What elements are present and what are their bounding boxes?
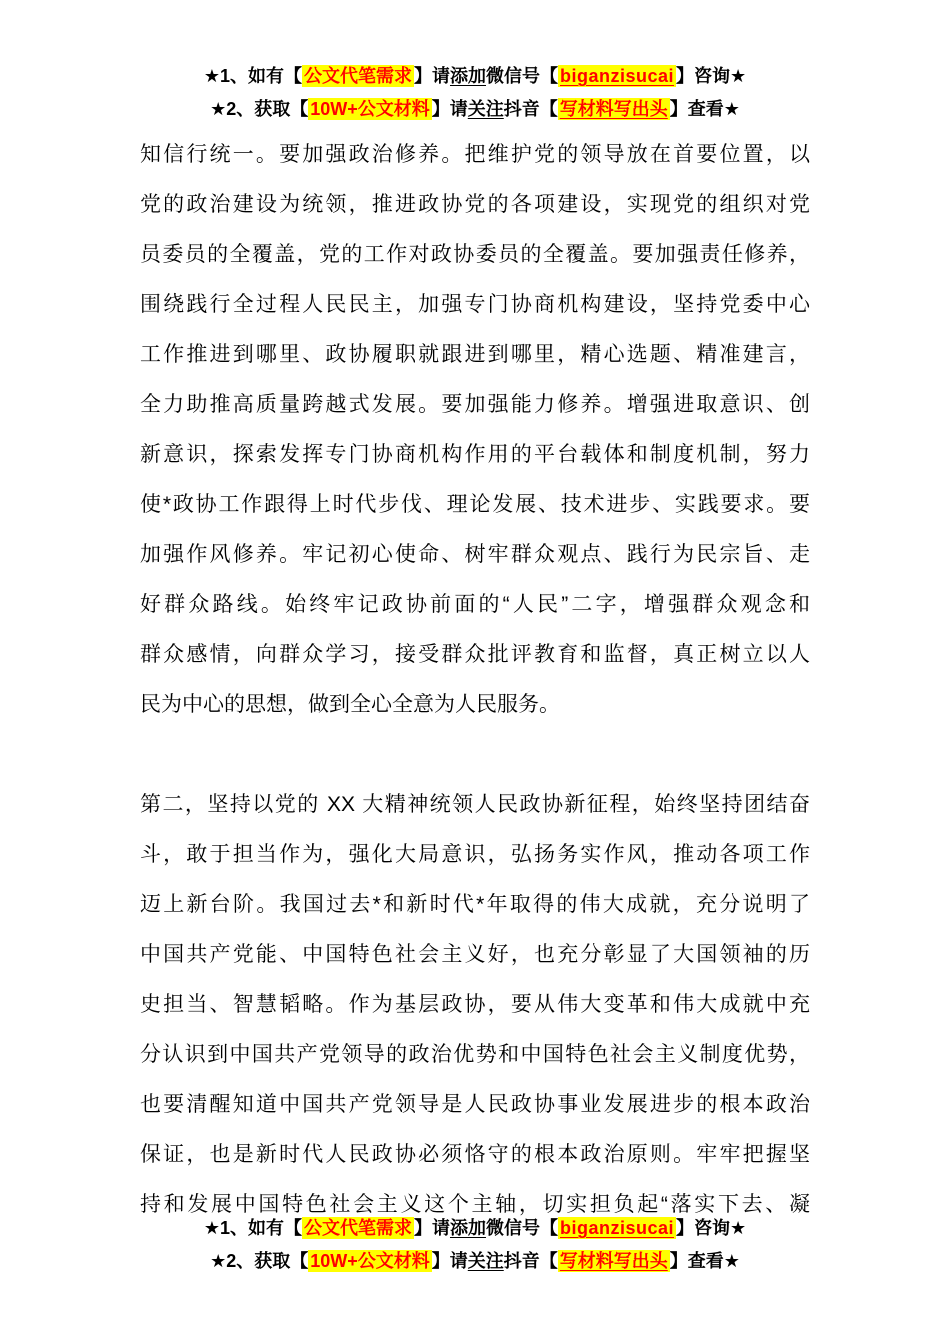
text-line: 迈上新台阶。我国过去*和新时代*年取得的伟大成就，充分说明了: [140, 893, 810, 916]
text-line: 围绕践行全过程人民民主，加强专门协商机构建设，坚持党委中心: [140, 293, 810, 316]
promo-mid: 】请: [431, 1251, 468, 1271]
promo-mid: 】请: [431, 99, 468, 119]
paragraph-2: [140, 780, 810, 1230]
text-line: 分认识到中国共产党领导的政治优势和中国特色社会主义制度优势，: [140, 1043, 810, 1066]
promo-mid: 微信号【: [485, 66, 558, 86]
text-line: 民为中心的思想，做到全心全意为人民服务。: [140, 693, 560, 716]
text-line: 党的政治建设为统领，推进政协党的各项建设，实现党的组织对党: [140, 193, 810, 216]
text-line: 使*政协工作跟得上时代步伐、理论发展、技术进步、实践要求。要: [140, 493, 810, 516]
highlighted-offer-text: 10W+公文材料: [310, 99, 430, 119]
promo-suffix: 】查看★: [669, 1251, 740, 1271]
text-line: 新意识，探索发挥专门协商机构作用的平台载体和制度机制，努力: [140, 443, 810, 466]
underlined-follow-text: 关注: [467, 1251, 504, 1271]
douyin-name-highlight: 写材料写出头: [559, 1251, 668, 1271]
promo-footer: [0, 1212, 950, 1278]
text-line: 也要清醒知道中国共产党领导是人民政协事业发展进步的根本政治: [140, 1093, 810, 1116]
promo-suffix: 】咨询★: [676, 66, 747, 86]
promo-suffix: 】咨询★: [676, 1218, 747, 1238]
promo-mid: 】请: [413, 66, 450, 86]
document-body: [140, 130, 810, 1230]
text-line: 斗，敢于担当作为，强化大局意识，弘扬务实作风，推动各项工作: [140, 843, 810, 866]
douyin-name-highlight: 写材料写出头: [559, 99, 668, 119]
promo-mid: 微信号【: [485, 1218, 558, 1238]
promo-suffix: 】查看★: [669, 99, 740, 119]
promo-prefix: ★1、如有【: [203, 66, 302, 86]
text-line: 员委员的全覆盖，党的工作对政协委员的全覆盖。要加强责任修养，: [140, 243, 810, 266]
text-line: 加强作风修养。牢记初心使命、树牢群众观点、践行为民宗旨、走: [140, 543, 810, 566]
text-line: 知信行统一。要加强政治修养。把维护党的领导放在首要位置，以: [140, 143, 810, 166]
promo-prefix: ★2、获取【: [210, 99, 309, 119]
promo-header-line-2: [0, 93, 950, 126]
paragraph-1: [140, 130, 810, 730]
text-line: 中国共产党能、中国特色社会主义好，也充分彰显了大国领袖的历: [140, 943, 810, 966]
promo-header-line-1: [0, 60, 950, 93]
text-line: 工作推进到哪里、政协履职就跟进到哪里，精心选题、精准建言，: [140, 343, 810, 366]
text-line: 保证，也是新时代人民政协必须恪守的根本政治原则。牢牢把握坚: [140, 1143, 810, 1166]
promo-header: [0, 60, 950, 126]
underlined-add-text: 添加: [449, 1218, 486, 1238]
text-line: 全力助推高质量跨越式发展。要加强能力修养。增强进取意识、创: [140, 393, 810, 416]
wechat-id-highlight: biganzisucai: [559, 1218, 675, 1238]
underlined-follow-text: 关注: [467, 99, 504, 119]
text-line: 持和发展中国特色社会主义这个主轴，切实担负起“落实下去、凝: [140, 1193, 810, 1216]
promo-mid: 】请: [413, 1218, 450, 1238]
promo-footer-line-1: [0, 1212, 950, 1245]
text-line: 好群众路线。始终牢记政协前面的“人民”二字，增强群众观念和: [140, 593, 810, 616]
highlighted-service-text: 公文代笔需求: [303, 1218, 412, 1238]
text-line: 史担当、智慧韬略。作为基层政协，要从伟大变革和伟大成就中充: [140, 993, 810, 1016]
text-line: 群众感情，向群众学习，接受群众批评教育和监督，真正树立以人: [140, 643, 810, 666]
promo-mid: 抖音【: [503, 1251, 558, 1271]
highlighted-service-text: 公文代笔需求: [303, 66, 412, 86]
promo-footer-line-2: [0, 1245, 950, 1278]
promo-mid: 抖音【: [503, 99, 558, 119]
highlighted-offer-text: 10W+公文材料: [310, 1251, 430, 1271]
promo-prefix: ★2、获取【: [210, 1251, 309, 1271]
underlined-add-text: 添加: [449, 66, 486, 86]
wechat-id-highlight: biganzisucai: [559, 66, 675, 86]
text-line: 第二，坚持以党的 XX 大精神统领人民政协新征程，始终坚持团结奋: [140, 793, 810, 816]
promo-prefix: ★1、如有【: [203, 1218, 302, 1238]
